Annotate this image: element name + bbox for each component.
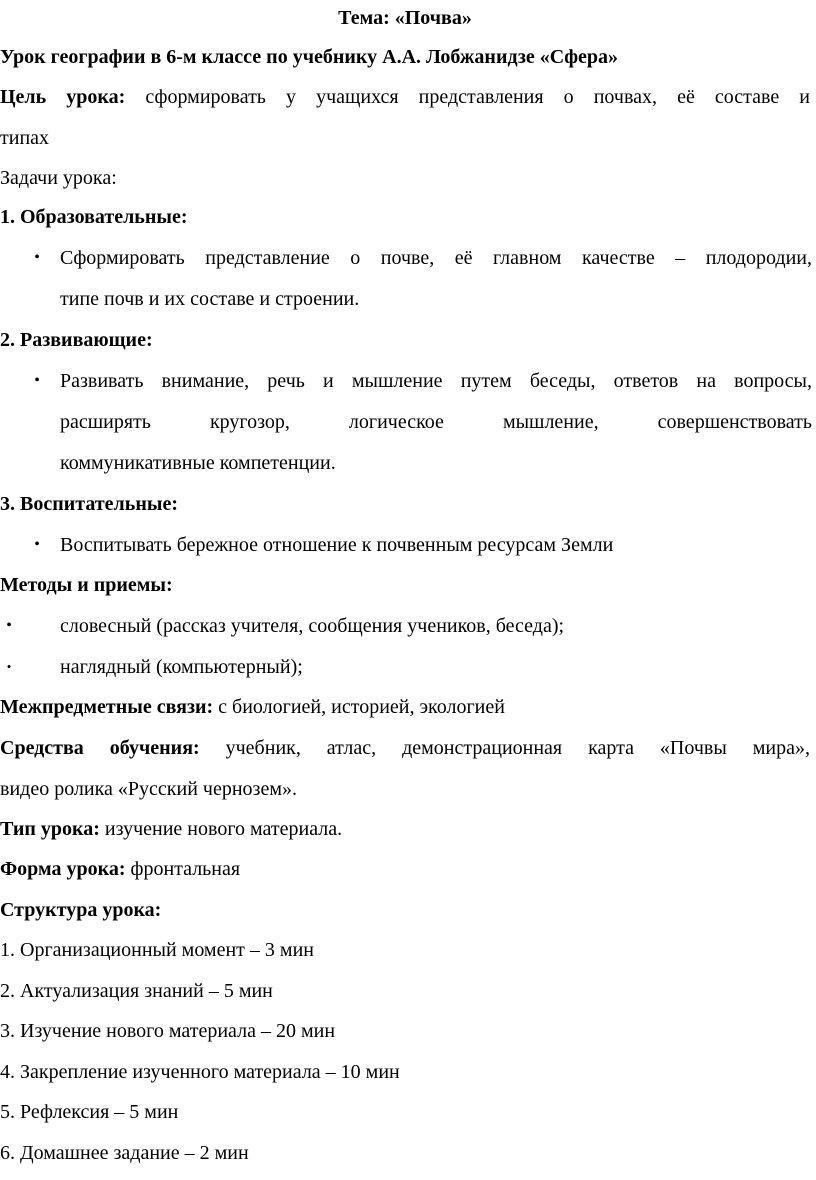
bullet-icon: • bbox=[6, 659, 12, 674]
task-upbringing-line-1: Воспитывать бережное отношение к почвенным ресурсам Земли bbox=[60, 534, 614, 556]
task-developing-line-2: расширять кругозор, логическое мышление, совершенствовать bbox=[60, 411, 812, 433]
lesson-form-line bbox=[0, 854, 810, 884]
structure-item: 4. Закрепление изученного материала – 10 мин bbox=[0, 1061, 400, 1083]
tasks-heading: Задачи урока: bbox=[0, 167, 117, 189]
lesson-type-line bbox=[0, 814, 810, 844]
task-educational-line-2: типе почв и их составе и строении. bbox=[60, 288, 360, 310]
bullet-icon: • bbox=[34, 249, 40, 266]
structure-item: 6. Домашнее задание – 2 мин bbox=[0, 1142, 249, 1164]
interdisciplinary-line bbox=[0, 692, 810, 722]
task-heading-educational: 1. Образовательные: bbox=[0, 206, 188, 228]
task-educational-line-1: Сформировать представление о почве, её главном качестве – плодородии, bbox=[60, 247, 812, 269]
means-line-2: видео ролика «Русский чернозем». bbox=[0, 778, 297, 800]
lesson-form-text: фронтальная bbox=[130, 858, 241, 880]
structure-heading: Структура урока: bbox=[0, 899, 162, 921]
bullet-icon: • bbox=[34, 372, 40, 389]
task-developing-line-1: Развивать внимание, речь и мышление путем беседы, ответов на вопросы, bbox=[60, 370, 812, 392]
task-heading-upbringing: 3. Воспитательные: bbox=[0, 493, 178, 515]
methods-heading: Методы и приемы: bbox=[0, 574, 173, 596]
means-line-1 bbox=[0, 733, 810, 763]
lesson-form-label: Форма урока: bbox=[0, 858, 126, 880]
task-developing-line-3: коммуникативные компетенции. bbox=[60, 452, 336, 474]
goal-label: Цель урока: bbox=[0, 86, 126, 108]
method-item-visual: наглядный (компьютерный); bbox=[60, 656, 303, 678]
means-text-1: учебник, атлас, демонстрационная карта «Почвы мира», bbox=[225, 737, 810, 759]
bullet-icon: • bbox=[6, 617, 12, 634]
structure-item: 1. Организационный момент – 3 мин bbox=[0, 939, 314, 961]
interdisciplinary-label: Межпредметные связи: bbox=[0, 696, 214, 718]
document-subtitle: Урок географии в 6-м классе по учебнику А.А. Лобжанидзе «Сфера» bbox=[0, 46, 619, 68]
goal-text-1: сформировать у учащихся представления о почвах, её составе и bbox=[145, 86, 811, 108]
structure-item: 2. Актуализация знаний – 5 мин bbox=[0, 980, 273, 1002]
goal-line-2: типах bbox=[0, 127, 50, 149]
means-label: Средства обучения: bbox=[0, 737, 200, 759]
lesson-type-label: Тип урока: bbox=[0, 818, 100, 840]
method-item-verbal: словесный (рассказ учителя, сообщения учеников, беседа); bbox=[60, 615, 565, 637]
structure-item: 5. Рефлексия – 5 мин bbox=[0, 1101, 179, 1123]
document-title: Тема: «Почва» bbox=[338, 7, 472, 29]
goal-line-1 bbox=[0, 82, 810, 112]
bullet-icon: • bbox=[34, 536, 40, 553]
task-heading-developing: 2. Развивающие: bbox=[0, 329, 153, 351]
lesson-type-text: изучение нового материала. bbox=[104, 818, 343, 840]
structure-item: 3. Изучение нового материала – 20 мин bbox=[0, 1020, 336, 1042]
interdisciplinary-text: с биологией, историей, экологией bbox=[218, 696, 505, 718]
